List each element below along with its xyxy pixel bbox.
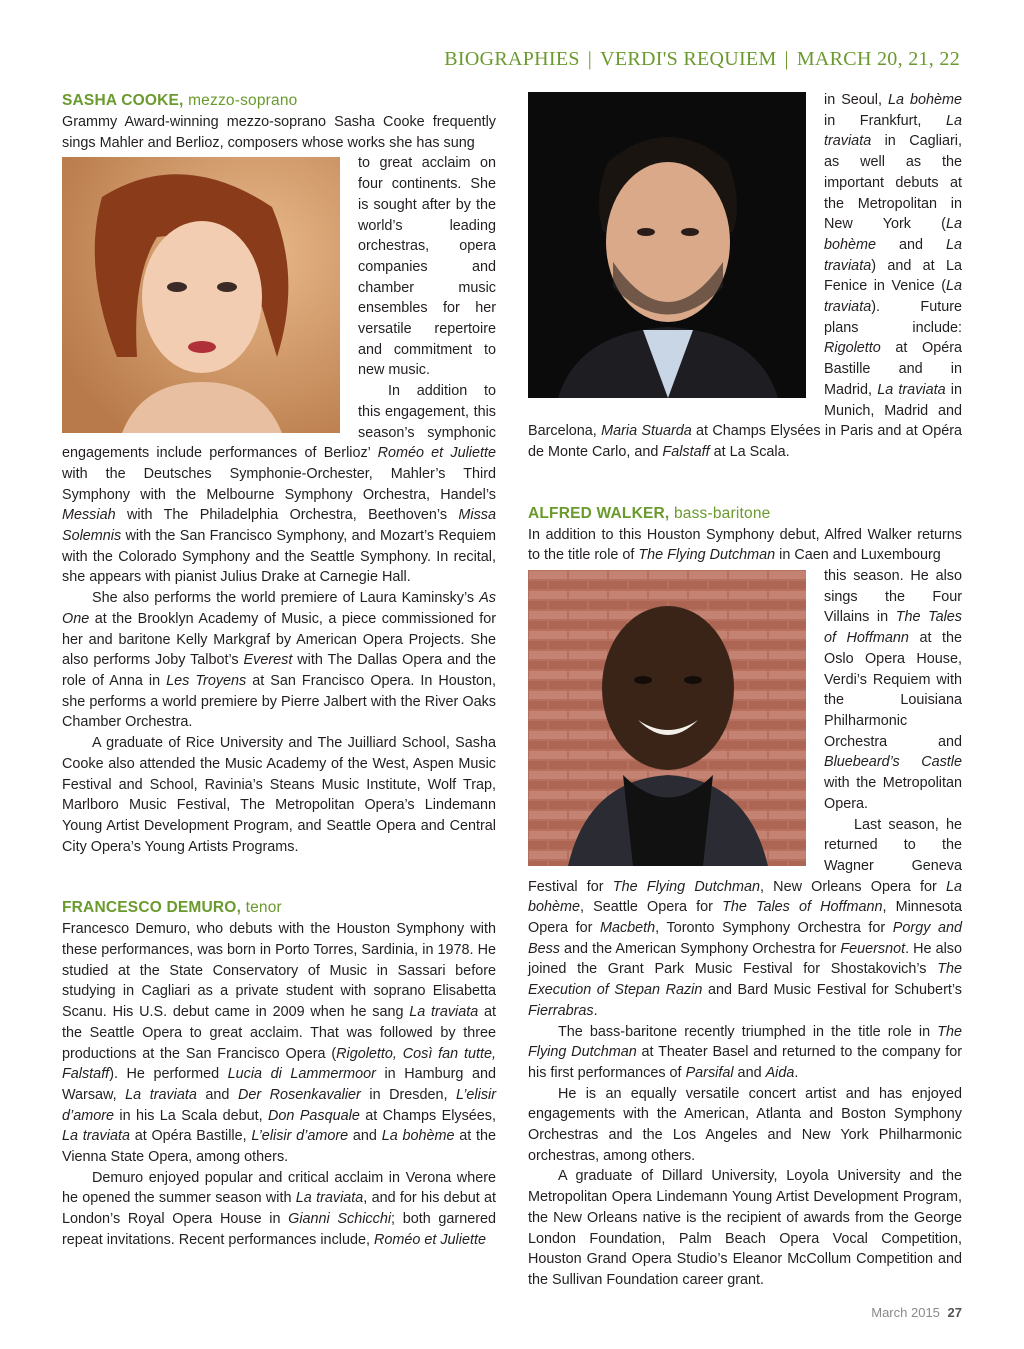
bio-text-sasha-cooke: Grammy Award-winning mezzo-soprano Sasha Cooke frequently sings Mahler and Berlioz, composers whose works she has sung to great acclaim on four continents. She is sought after by the world’s leading orchestras, opera companies and chamber music ensembles for her versatile repertoire and commitment to new music. In addition to this engagement, this season’s symphonic engagements include performances of Berlioz’ Roméo et Juliette with the Deutsches Symphonie-Orchester, Mahler’s Third Symphony with the Melbourne Symphony Orchestra, Handel’s Messiah with The Philadelphia Orchestra, Beethoven’s Missa Solemnis with the San Francisco Symphony, and Mozart’s Requiem with the Colorado Symphony and the Seattle Symphony. In recital, she appears with pianist Julius Drake at Carnegie Hall. She also performs the world premiere of Laura Kaminsky’s As One at the Brooklyn Academy of Music, a piece commissioned for her and baritone Kelly Markgraf by American Opera Projects. She also performs Joby Talbot’s Everest with The Dallas Opera and the role of Anna in Les Troyens at San Francisco Opera. In Houston, she performs a world premiere by Pierre Jalbert with the River Oaks Chamber Orchestra. A graduate of Rice University and The Juilliard School, Sasha Cooke also attended the Music Academy of the West, Aspen Music Festival and School, Ravinia’s Steans Music Institute, Wolf Trap, Marlboro Music Festival, The Metropolitan Opera’s Lindemann Young Artist Development Program, and Seattle Opera and Central City Opera’s Young Artists Programs. (62, 114, 496, 855)
sasha-cooke-photo (62, 157, 340, 433)
header-dates: MARCH 20, 21, 22 (796, 48, 960, 70)
bio-heading-francesco-demuro: FRANCESCO DEMURO, tenor (62, 899, 282, 917)
bio-heading-sasha-cooke: SASHA COOKE, mezzo-soprano (62, 92, 298, 109)
francesco-demuro-photo (528, 92, 806, 398)
bio-text-alfred-walker: In addition to this Houston Symphony debut, Alfred Walker returns to the title role of The Flying Dutchman in Caen and Luxembourg this season. He also sings the Four Villains in The Tales of Hoffmann at the Oslo Opera House, Verdi’s Requiem with the Louisiana Philharmonic Orchestra and Bluebeard’s Castle with the Metropolitan Opera. Last season, he returned to the Wagner Geneva Festival for The Flying Dutchman, New Orleans Opera for La bohème, Seattle Opera for The Tales of Hoffmann, Minnesota Opera for Macbeth, Toronto Symphony Orchestra for Porgy and Bess and the American Symphony Orchestra for Feuersnot. He also joined the Grant Park Music Festival for Shostakovich’s The Execution of Stepan Razin and Bard Music Festival for Schubert’s Fierrabras. The bass-baritone recently triumphed in the title role in The Flying Dutchman at Theater Basel and returned to the company for his first performances of Parsifal and Aida. He is an equally versatile concert artist and has enjoyed engagements with the American, Atlanta and Boston Symphony Orchestras and the Los Angeles and New York Philharmonic orchestras, among others. A graduate of Dillard University, Loyola University and the Metropolitan Opera Lindemann Young Artist Development Program, the New Orleans native is the recipient of awards from the George London Foundation, Palm Beach Opera Vocal Competition, Houston Grand Opera Studio’s Eleanor McCollum Competition and the Sullivan Foundation career grant. (528, 526, 962, 1288)
page-footer (871, 1305, 962, 1320)
header-separator: | (587, 48, 593, 70)
page-number: 27 (947, 1305, 962, 1320)
header-program: VERDI'S REQUIEM (600, 48, 777, 70)
bio-heading-alfred-walker: ALFRED WALKER, bass-baritone (528, 504, 771, 522)
header-section: BIOGRAPHIES (444, 48, 580, 70)
bio-text-francesco-demuro: Francesco Demuro, who debuts with the Houston Symphony with these performances, was born in Porto Torres, Sardinia, in 1978. He studied at the State Conservatory of Music in Sassari before studying in Cagliari as a private student with soprano Elisabetta Scanu. His U.S. debut came in 2009 when he sang La traviata at the Seattle Opera to great acclaim. That was followed by three productions at the San Francisco Opera (Rigoletto, Così fan tutte, Falstaff). He performed Lucia di Lammermoor in Hamburg and Warsaw, La traviata and Der Rosenkavalier in Dresden, L’elisir d’amore in his La Scala debut, Don Pasquale at Champs Elysées, La traviata at Opéra Bastille, L’elisir d’amore and La bohème at the Vienna State Opera, among others. Demuro enjoyed popular and critical acclaim in Verona where he opened the summer season with La traviata, and for his debut at London’s Royal Opera House in Gianni Schicchi; both garnered repeat invitations. Recent performances include, Roméo et Juliette (62, 921, 497, 1248)
footer-month: March 2015 (871, 1305, 940, 1320)
alfred-walker-photo (528, 570, 806, 866)
header-separator: | (784, 48, 789, 70)
right-column (528, 90, 962, 1291)
bio-text-francesco-demuro-continued: in Seoul, La bohème in Frankfurt, La traviata in Cagliari, as well as the important debuts at the Metropolitan in New York (La bohème and La traviata) and at La Fenice in Venice (La traviata). Future plans include: Rigoletto at Opéra Bastille and in Madrid, La traviata in Munich, Madrid and Barcelona, Maria Stuarda at Champs Elysées in Paris and at Opéra de Monte Carlo, and Falstaff at La Scala. (528, 92, 962, 460)
left-column (62, 90, 496, 1251)
page-header (300, 48, 960, 71)
